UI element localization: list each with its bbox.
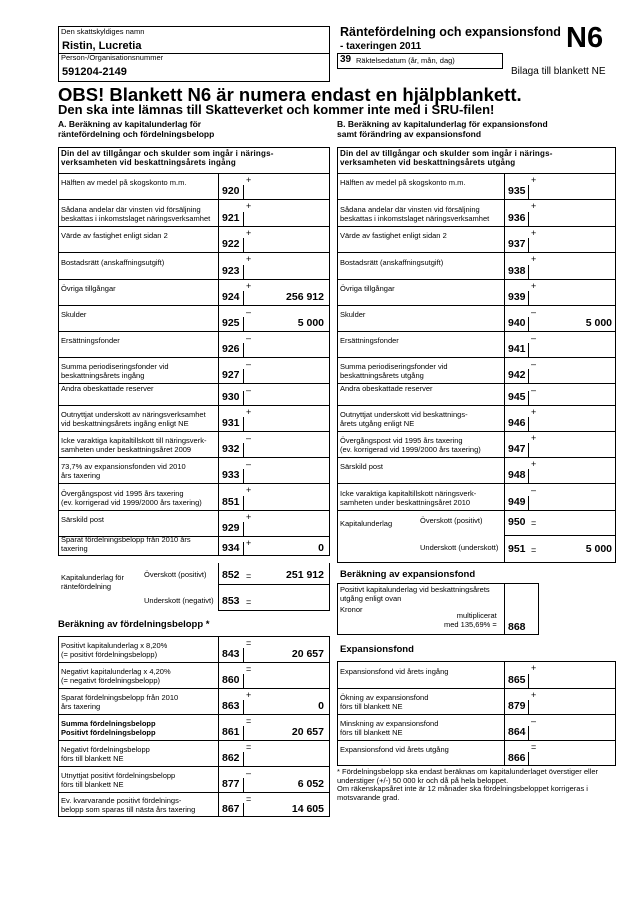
a-row-926-code: 926 <box>222 343 240 355</box>
b-fund-row-865-code: 865 <box>508 674 526 686</box>
b-row-945-sign: – <box>531 385 537 395</box>
a-calc-row-877-value[interactable]: 6 052 <box>297 778 324 790</box>
section-b-box-header: Din del av tillgångar och skulder som ingår i närings- verksamheten vid beskattningsårets utgång <box>340 149 553 167</box>
a-row-924-sign: + <box>246 281 252 291</box>
b-row-949-code: 949 <box>508 496 526 508</box>
a-row-929-label: Särskild post <box>61 515 104 524</box>
a-calc-row-843-code: 843 <box>222 648 240 660</box>
section-a-box-header: Din del av tillgångar och skulder som ingår i närings- verksamheten vid beskattningsårets ingång <box>61 149 274 167</box>
b-row-948-sign: + <box>531 459 537 469</box>
a-row-851-sign: + <box>246 485 252 495</box>
b-row-936-sign: + <box>531 201 537 211</box>
a-calc-row-867-value[interactable]: 14 605 <box>291 803 324 815</box>
a-kapital-pos-code: 852 <box>222 569 240 581</box>
a-calc-row-863-value[interactable]: 0 <box>318 700 324 712</box>
section-a-title: A. Beräkning av kapitalunderlag för räntefördelning och fördelningsbelopp <box>58 119 215 139</box>
a-row-925-sign: – <box>246 307 252 317</box>
b-row-947-code: 947 <box>508 443 526 455</box>
a-row-927-label: Summa periodiseringsfonder vid beskattningsårets ingång <box>61 362 169 380</box>
notice-line2: Den ska inte lämnas till Skatteverket och kommer inte med i SRU-filen! <box>58 102 495 117</box>
b-kapital-neg-value[interactable]: 5 000 <box>585 543 612 555</box>
b-row-936-code: 936 <box>508 212 526 224</box>
b-fund-row-864-label: Minskning av expansionsfond förs till blankett NE <box>340 719 439 737</box>
b-row-940-label: Skulder <box>340 310 366 319</box>
b-row-939-label: Övriga tillgångar <box>340 284 395 293</box>
a-calc-row-877-sign: – <box>246 768 252 778</box>
a-row-921-code: 921 <box>222 212 240 224</box>
a-calc-row-860-code: 860 <box>222 674 240 686</box>
a-calc-row-867-label: Ev. kvarvarande positivt fördelnings- belopp som sparas till nästa års taxering <box>61 796 196 814</box>
orgnr-label: Person-/Organisationsnummer <box>61 53 164 62</box>
b-exp-calc-label: Positivt kapitalunderlag vid beskattningsårets utgång enligt ovan <box>340 585 490 603</box>
b-row-935-label: Hälften av medel på skogskonto m.m. <box>340 178 466 187</box>
a-row-934-value[interactable]: 0 <box>318 542 324 554</box>
b-fund-title: Expansionsfond <box>340 644 414 655</box>
b-row-941-sign: – <box>531 333 537 343</box>
a-row-920-code: 920 <box>222 185 240 197</box>
b-fund-row-866-label: Expansionsfond vid årets utgång <box>340 745 449 754</box>
b-kapital-neg-label: Underskott (underskott) <box>420 543 499 552</box>
a-row-931-sign: + <box>246 407 252 417</box>
b-row-947-label: Övergångspost vid 1995 års taxering (ev. korrigerad vid 1999/2000 års taxering) <box>340 436 481 454</box>
a-row-923-label: Bostadsrätt (anskaffningsutgift) <box>61 258 165 267</box>
a-kapital-label: Kapitalunderlag för räntefördelning <box>61 573 124 591</box>
a-row-924-value[interactable]: 256 912 <box>286 291 324 303</box>
section-b-title: B. Beräkning av kapitalunderlag för expansionsfond samt förändring av expansionsfond <box>337 119 548 139</box>
a-calc-row-861-value[interactable]: 20 657 <box>291 726 324 738</box>
a-calc-row-867-code: 867 <box>222 803 240 815</box>
b-fund-row-864-code: 864 <box>508 726 526 738</box>
b-row-939-sign: + <box>531 281 537 291</box>
name-label: Den skattskyldiges namn <box>61 27 145 36</box>
a-row-921-label: Sådana andelar där vinsten vid försäljning beskattas i inkomstslaget näringsverksamhet <box>61 205 211 223</box>
a-row-925-label: Skulder <box>61 310 87 319</box>
b-footnote: * Fördelningsbelopp ska endast beräknas om kapitalunderlaget överstiger eller understiger (+/-) 50 000 kr och då på hela beloppet. Om räkenskapsåret inte är 12 månader ska fördelningsbeloppet korrigeras i motsvarande grad. <box>337 767 598 802</box>
a-calc-row-861-label: Summa fördelningsbelopp Positivt fördelningsbelopp <box>61 719 156 737</box>
a-calc-row-862-sign: = <box>246 742 252 752</box>
b-row-942-sign: – <box>531 359 537 369</box>
b-kapital-pos-code: 950 <box>508 516 526 528</box>
a-calc-row-843-label: Positivt kapitalunderlag x 8,20% (= positivt fördelningsbelopp) <box>61 641 168 659</box>
b-exp-calc-code: 868 <box>508 621 526 633</box>
a-kapital-pos-label: Överskott (positivt) <box>144 570 207 579</box>
form-code: N6 <box>566 22 604 54</box>
b-fund-row-866-code: 866 <box>508 752 526 764</box>
b-fund-row-866-sign: = <box>531 742 537 752</box>
a-row-923-sign: + <box>246 254 252 264</box>
a-row-922-sign: + <box>246 228 252 238</box>
b-fund-row-879-sign: + <box>531 690 537 700</box>
orgnr-value[interactable]: 591204-2149 <box>62 66 127 78</box>
b-row-941-code: 941 <box>508 343 526 355</box>
b-fund-row-879-code: 879 <box>508 700 526 712</box>
a-row-927-code: 927 <box>222 369 240 381</box>
a-calc-row-860-label: Negativt kapitalunderlag x 4,20% (= negativt fördelningsbelopp) <box>61 667 171 685</box>
a-row-930-label: Andra obeskattade reserver <box>61 384 154 393</box>
b-row-935-sign: + <box>531 175 537 185</box>
b-fund-row-864-sign: – <box>531 716 537 726</box>
b-kapital-neg-sign: = <box>531 545 537 555</box>
a-row-925-value[interactable]: 5 000 <box>297 317 324 329</box>
a-calc-row-863-label: Sparat fördelningsbelopp från 2010 års taxering <box>61 693 179 711</box>
a-kapital-neg-label: Underskott (negativt) <box>144 596 214 605</box>
b-exp-calc-kronor: Kronor <box>340 605 363 614</box>
b-row-942-label: Summa periodiseringsfonder vid beskattningsårets utgång <box>340 362 448 380</box>
a-row-922-code: 922 <box>222 238 240 250</box>
a-row-851-code: 851 <box>222 496 240 508</box>
date-code: 39 <box>340 54 352 65</box>
a-calc-row-863-sign: + <box>246 690 252 700</box>
a-row-924-label: Övriga tillgångar <box>61 284 116 293</box>
a-row-922-label: Värde av fastighet enligt sidan 2 <box>61 231 168 240</box>
a-calc-row-843-sign: = <box>246 638 252 648</box>
a-row-920-label: Hälften av medel på skogskonto m.m. <box>61 178 187 187</box>
a-row-934-code: 934 <box>222 542 240 554</box>
a-kapital-neg-code: 853 <box>222 595 240 607</box>
a-row-932-label: Icke varaktiga kapitaltillskott till näringsverk- samheten under beskattningsåret 2009 <box>61 436 207 454</box>
a-kapital-pos-value[interactable]: 251 912 <box>286 569 324 581</box>
a-calc-row-862-label: Negativt fördelningsbelopp förs till blankett NE <box>61 745 150 763</box>
a-calc-row-861-sign: = <box>246 716 252 726</box>
notice-line1: OBS! Blankett N6 är numera endast en hjälpblankett. <box>58 84 522 105</box>
a-calc-row-877-label: Utnyttjat positivt fördelningsbelopp förs till blankett NE <box>61 771 176 789</box>
b-fund-row-879-label: Ökning av expansionsfond förs till blankett NE <box>340 693 429 711</box>
a-row-926-sign: – <box>246 333 252 343</box>
b-kapital-pos-label: Överskott (positivt) <box>420 516 483 525</box>
a-calc-title: Beräkning av fördelningsbelopp * <box>58 619 210 630</box>
a-calc-row-877-code: 877 <box>222 778 240 790</box>
a-row-932-code: 932 <box>222 443 240 455</box>
a-calc-row-863-code: 863 <box>222 700 240 712</box>
b-kapital-label: Kapitalunderlag <box>340 519 393 528</box>
b-row-945-code: 945 <box>508 391 526 403</box>
b-row-948-code: 948 <box>508 469 526 481</box>
b-row-938-label: Bostadsrätt (anskaffningsutgift) <box>340 258 444 267</box>
a-calc-row-843-value[interactable]: 20 657 <box>291 648 324 660</box>
form-title: Räntefördelning och expansionsfond <box>340 25 561 39</box>
a-calc-row-862-code: 862 <box>222 752 240 764</box>
a-row-932-sign: – <box>246 433 252 443</box>
name-value[interactable]: Ristin, Lucretia <box>62 40 142 52</box>
b-row-940-value[interactable]: 5 000 <box>585 317 612 329</box>
b-row-946-code: 946 <box>508 417 526 429</box>
b-row-938-code: 938 <box>508 265 526 277</box>
b-row-948-label: Särskild post <box>340 462 383 471</box>
a-row-926-label: Ersättningsfonder <box>61 336 120 345</box>
a-row-927-sign: – <box>246 359 252 369</box>
a-row-930-sign: – <box>246 385 252 395</box>
b-kapital-pos-sign: = <box>531 518 537 528</box>
b-row-949-label: Icke varaktiga kapitaltillskott näringsverk- samheten under beskattningsåret 2010 <box>340 489 477 507</box>
a-row-929-sign: + <box>246 512 252 522</box>
b-row-935-code: 935 <box>508 185 526 197</box>
a-row-924-code: 924 <box>222 291 240 303</box>
b-row-949-sign: – <box>531 485 537 495</box>
b-kapital-neg-code: 951 <box>508 543 526 555</box>
form-subtitle: - taxeringen 2011 <box>340 41 422 52</box>
a-row-851-label: Övergångspost vid 1995 års taxering (ev. korrigerad vid 1999/2000 års taxering) <box>61 489 202 507</box>
a-row-931-label: Outnyttjat underskott av näringsverksamhet vid beskattningsårets ingång enligt NE <box>61 410 206 428</box>
b-exp-calc-mult: multiplicerat med 135,69% = <box>444 611 497 629</box>
b-fund-row-865-sign: + <box>531 663 537 673</box>
a-row-923-code: 923 <box>222 265 240 277</box>
a-kapital-neg-sign: = <box>246 597 252 607</box>
b-row-937-code: 937 <box>508 238 526 250</box>
date-label: Räktelsedatum (år, mån, dag) <box>356 56 455 65</box>
attachment-label: Bilaga till blankett NE <box>511 66 606 77</box>
a-calc-row-860-sign: = <box>246 664 252 674</box>
a-calc-row-867-sign: = <box>246 794 252 804</box>
b-row-939-code: 939 <box>508 291 526 303</box>
a-row-934-label: Sparat fördelningsbelopp från 2010 års taxering <box>61 535 191 553</box>
a-row-933-sign: – <box>246 459 252 469</box>
b-fund-row-865-label: Expansionsfond vid årets ingång <box>340 667 449 676</box>
b-row-942-code: 942 <box>508 369 526 381</box>
b-exp-calc-title: Beräkning av expansionsfond <box>340 569 476 580</box>
b-row-936-label: Sådana andelar där vinsten vid försäljning beskattas i inkomstslaget näringsverksamhet <box>340 205 490 223</box>
a-row-934-sign: + <box>246 538 252 548</box>
b-row-940-code: 940 <box>508 317 526 329</box>
b-row-937-label: Värde av fastighet enligt sidan 2 <box>340 231 447 240</box>
b-row-941-label: Ersättningsfonder <box>340 336 399 345</box>
b-row-937-sign: + <box>531 228 537 238</box>
b-row-945-label: Andra obeskattade reserver <box>340 384 433 393</box>
a-row-933-label: 73,7% av expansionsfonden vid 2010 års taxering <box>61 462 186 480</box>
b-row-938-sign: + <box>531 254 537 264</box>
b-row-940-sign: – <box>531 307 537 317</box>
a-row-929-code: 929 <box>222 522 240 534</box>
b-row-946-label: Outnyttjat underskott vid beskattnings- årets utgång enligt NE <box>340 410 468 428</box>
b-row-947-sign: + <box>531 433 537 443</box>
a-row-930-code: 930 <box>222 391 240 403</box>
a-row-925-code: 925 <box>222 317 240 329</box>
a-calc-row-861-code: 861 <box>222 726 240 738</box>
a-row-931-code: 931 <box>222 417 240 429</box>
a-row-921-sign: + <box>246 201 252 211</box>
a-row-920-sign: + <box>246 175 252 185</box>
a-row-933-code: 933 <box>222 469 240 481</box>
a-kapital-pos-sign: = <box>246 571 252 581</box>
b-row-946-sign: + <box>531 407 537 417</box>
